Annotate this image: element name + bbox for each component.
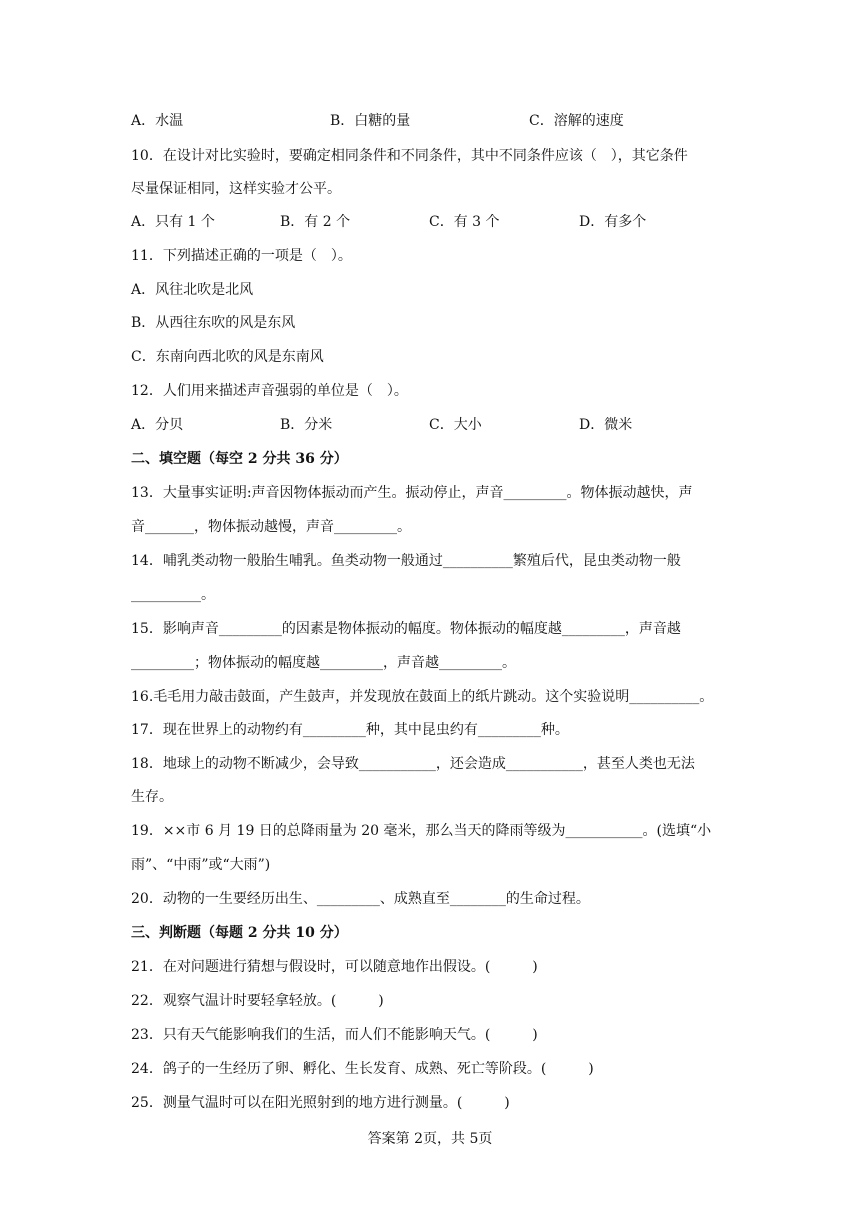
q19-line2: 雨”、“中雨”或“大雨”) [131,857,271,873]
q20: 20．动物的一生要经历出生、_________、成熟直至________的生命过程。 [131,891,590,907]
q13-line2: 音_______，物体振动越慢，声音_________。 [131,519,411,535]
q12-stem: 12．人们用来描述声音强弱的单位是（ ）。 [131,383,408,399]
q15-line1: 15．影响声音_________的因素是物体振动的幅度。物体振动的幅度越_________，声音越 [131,621,681,637]
q12-option-a: A．分贝 [131,417,184,433]
q14-line1: 14．哺乳类动物一般胎生哺乳。鱼类动物一般通过__________繁殖后代，昆虫类动物一般 [131,553,681,569]
q15-line2: _________；物体振动的幅度越_________，声音越_________。 [131,655,516,671]
q10-option-b: B．有 2 个 [280,214,351,230]
q12-option-c: C．大小 [429,417,482,433]
q9-option-b: B．白糖的量 [330,113,411,129]
q10-option-a: A．只有 1 个 [131,214,215,230]
q25: 25．测量气温时可以在阳光照射到的地方进行测量。( ) [131,1095,510,1111]
section-fill-in-heading: 二、填空题（每空 2 分共 36 分） [131,451,348,467]
q14-line2: __________。 [131,587,215,603]
q16: 16.毛毛用力敲击鼓面，产生鼓声，并发现放在鼓面上的纸片跳动。这个实验说明__________。 [131,689,714,705]
q24: 24．鸽子的一生经历了卵、孵化、生长发育、成熟、死亡等阶段。( ) [131,1061,594,1077]
q11-stem: 11．下列描述正确的一项是（ ）。 [131,248,352,264]
q18-line1: 18．地球上的动物不断减少，会导致___________，还会造成___________，甚至人类也无法 [131,756,695,772]
section-judgment-heading: 三、判断题（每题 2 分共 10 分） [131,925,348,941]
q19-line1: 19．××市 6 月 19 日的总降雨量为 20 毫米，那么当天的降雨等级为___________。(选填“小 [131,823,712,839]
q18-line2: 生存。 [131,789,173,805]
q23: 23．只有天气能影响我们的生活，而人们不能影响天气。( ) [131,1027,538,1043]
q12-option-d: D．微米 [579,417,633,433]
page-footer: 答案第 2页，共 5页 [367,1131,493,1147]
q9-option-a: A．水温 [131,113,184,129]
q11-option-a: A．风往北吹是北风 [131,282,254,298]
q13-line1: 13．大量事实证明:声音因物体振动而产生。振动停止，声音_________。物体振动越快，声 [131,485,693,501]
q17: 17．现在世界上的动物约有_________种，其中昆虫约有_________种。 [131,722,569,738]
q11-option-b: B．从西往东吹的风是东风 [131,315,296,331]
q10-option-c: C．有 3 个 [429,214,500,230]
q11-option-c: C．东南向西北吹的风是东南风 [131,349,324,365]
q21: 21．在对问题进行猜想与假设时，可以随意地作出假设。( ) [131,959,538,975]
q10-stem-line1: 10．在设计对比实验时，要确定相同条件和不同条件，其中不同条件应该（ ），其它条件 [131,148,688,164]
q22: 22．观察气温计时要轻拿轻放。( ) [131,993,384,1009]
q12-option-b: B．分米 [280,417,333,433]
q10-option-d: D．有多个 [579,214,647,230]
q9-option-c: C．溶解的速度 [529,113,624,129]
q10-stem-line2: 尽量保证相同，这样实验才公平。 [131,181,341,197]
